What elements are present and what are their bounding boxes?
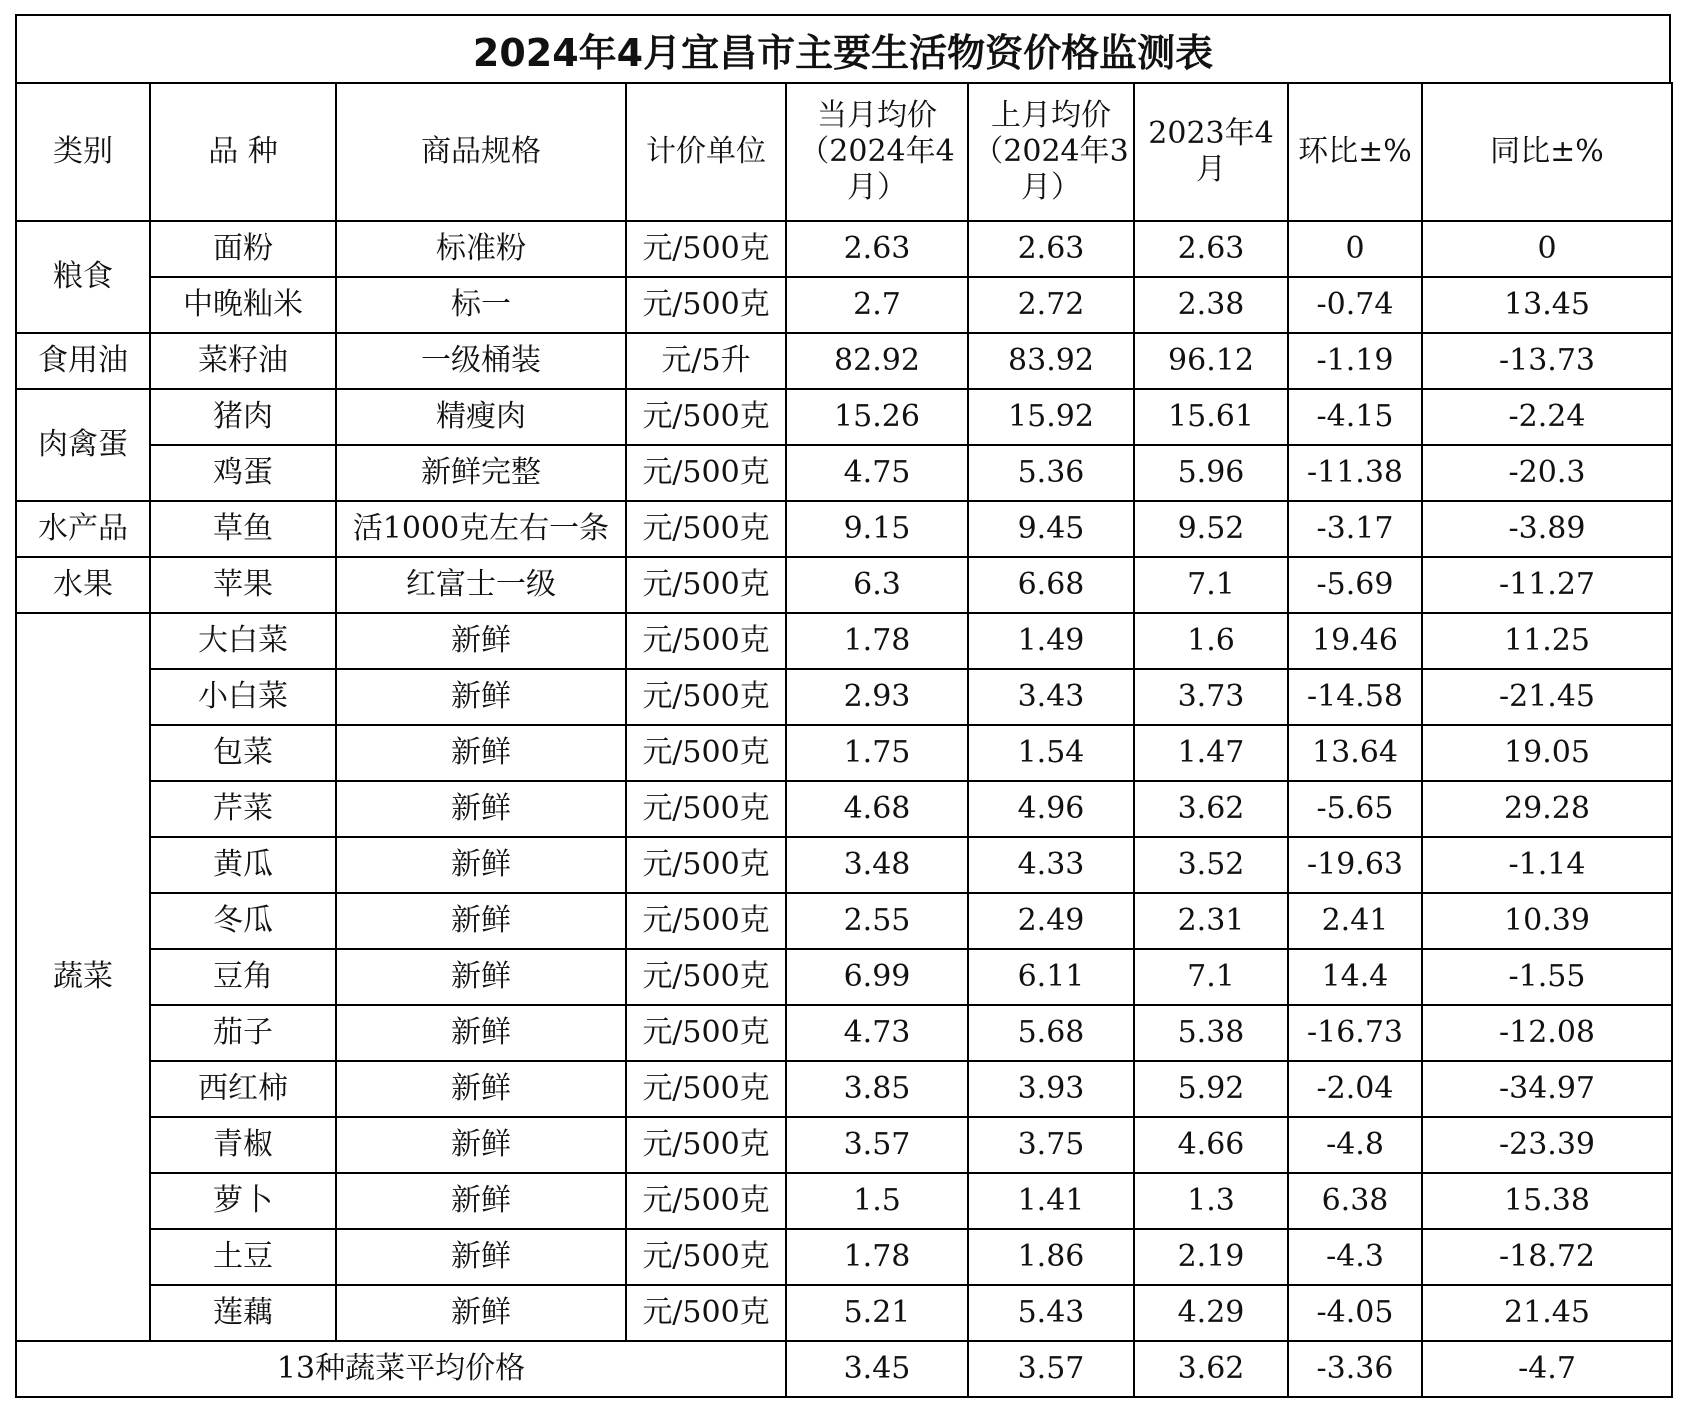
last-year-price-cell: 4.29 [1134,1285,1288,1341]
previous-price-cell: 5.36 [968,445,1134,501]
spec-cell: 标一 [336,277,626,333]
spec-cell: 新鲜 [336,1229,626,1285]
mom-cell: 14.4 [1288,949,1422,1005]
yoy-cell: -1.55 [1422,949,1672,1005]
summary-mom: -3.36 [1288,1341,1422,1397]
variety-cell: 茄子 [150,1005,336,1061]
yoy-cell: -12.08 [1422,1005,1672,1061]
current-price-cell: 5.21 [786,1285,968,1341]
previous-price-cell: 5.43 [968,1285,1134,1341]
current-price-cell: 1.78 [786,1229,968,1285]
spec-cell: 新鲜 [336,1005,626,1061]
table-row [16,669,1672,725]
variety-cell: 面粉 [150,221,336,277]
spec-cell: 标准粉 [336,221,626,277]
last-year-price-cell: 5.92 [1134,1061,1288,1117]
last-year-price-cell: 1.47 [1134,725,1288,781]
yoy-cell: -3.89 [1422,501,1672,557]
table-row [16,1229,1672,1285]
unit-cell: 元/500克 [626,949,786,1005]
unit-cell: 元/5升 [626,333,786,389]
yoy-cell: -11.27 [1422,557,1672,613]
previous-price-cell: 2.49 [968,893,1134,949]
current-price-cell: 15.26 [786,389,968,445]
previous-price-cell: 5.68 [968,1005,1134,1061]
current-price-cell: 2.55 [786,893,968,949]
current-price-cell: 4.73 [786,1005,968,1061]
yoy-cell: -1.14 [1422,837,1672,893]
mom-cell: -5.65 [1288,781,1422,837]
mom-cell: -1.19 [1288,333,1422,389]
variety-cell: 西红柿 [150,1061,336,1117]
yoy-cell: -20.3 [1422,445,1672,501]
table-row [16,277,1672,333]
previous-price-cell: 2.72 [968,277,1134,333]
variety-cell: 鸡蛋 [150,445,336,501]
mom-cell: -2.04 [1288,1061,1422,1117]
variety-cell: 菜籽油 [150,333,336,389]
variety-cell: 土豆 [150,1229,336,1285]
category-cell: 食用油 [16,333,150,389]
last-year-price-cell: 2.19 [1134,1229,1288,1285]
previous-price-cell: 2.63 [968,221,1134,277]
last-year-price-cell: 2.63 [1134,221,1288,277]
table-row [16,893,1672,949]
spec-cell: 活1000克左右一条 [336,501,626,557]
current-price-cell: 4.75 [786,445,968,501]
yoy-cell: -34.97 [1422,1061,1672,1117]
yoy-cell: -23.39 [1422,1117,1672,1173]
category-cell: 水果 [16,557,150,613]
spec-cell: 新鲜 [336,837,626,893]
variety-cell: 豆角 [150,949,336,1005]
previous-price-cell: 1.54 [968,725,1134,781]
current-price-cell: 2.7 [786,277,968,333]
table-row [16,221,1672,277]
header-mom: 环比±% [1288,83,1422,221]
table-row [16,781,1672,837]
last-year-price-cell: 3.62 [1134,781,1288,837]
current-price-cell: 1.5 [786,1173,968,1229]
last-year-price-cell: 5.96 [1134,445,1288,501]
mom-cell: -4.8 [1288,1117,1422,1173]
spec-cell: 新鲜 [336,781,626,837]
current-price-cell: 6.3 [786,557,968,613]
last-year-price-cell: 2.31 [1134,893,1288,949]
previous-price-cell: 9.45 [968,501,1134,557]
current-price-cell: 1.78 [786,613,968,669]
unit-cell: 元/500克 [626,781,786,837]
summary-last-year: 3.62 [1134,1341,1288,1397]
previous-price-cell: 15.92 [968,389,1134,445]
spec-cell: 新鲜 [336,613,626,669]
previous-price-cell: 4.96 [968,781,1134,837]
yoy-cell: 21.45 [1422,1285,1672,1341]
previous-price-cell: 3.43 [968,669,1134,725]
page-title: 2024年4月宜昌市主要生活物资价格监测表 [472,30,1214,75]
header-variety: 品 种 [150,83,336,221]
previous-price-cell: 1.86 [968,1229,1134,1285]
yoy-cell: -13.73 [1422,333,1672,389]
current-price-cell: 82.92 [786,333,968,389]
current-price-cell: 2.63 [786,221,968,277]
spec-cell: 新鲜完整 [336,445,626,501]
previous-price-cell: 83.92 [968,333,1134,389]
unit-cell: 元/500克 [626,893,786,949]
last-year-price-cell: 7.1 [1134,949,1288,1005]
mom-cell: 2.41 [1288,893,1422,949]
mom-cell: -16.73 [1288,1005,1422,1061]
yoy-cell: 15.38 [1422,1173,1672,1229]
table-row [16,1005,1672,1061]
mom-cell: -19.63 [1288,837,1422,893]
unit-cell: 元/500克 [626,1173,786,1229]
current-price-cell: 9.15 [786,501,968,557]
table-row [16,1061,1672,1117]
yoy-cell: 29.28 [1422,781,1672,837]
table-row [16,557,1672,613]
summary-row [16,1341,1672,1397]
category-cell: 肉禽蛋 [16,389,150,501]
last-year-price-cell: 1.3 [1134,1173,1288,1229]
variety-cell: 草鱼 [150,501,336,557]
unit-cell: 元/500克 [626,613,786,669]
header-unit: 计价单位 [626,83,786,221]
variety-cell: 莲藕 [150,1285,336,1341]
last-year-price-cell: 5.38 [1134,1005,1288,1061]
variety-cell: 芹菜 [150,781,336,837]
unit-cell: 元/500克 [626,277,786,333]
mom-cell: -4.15 [1288,389,1422,445]
mom-cell: -14.58 [1288,669,1422,725]
current-price-cell: 6.99 [786,949,968,1005]
unit-cell: 元/500克 [626,389,786,445]
current-price-cell: 4.68 [786,781,968,837]
variety-cell: 小白菜 [150,669,336,725]
last-year-price-cell: 3.52 [1134,837,1288,893]
variety-cell: 苹果 [150,557,336,613]
mom-cell: -3.17 [1288,501,1422,557]
previous-price-cell: 6.11 [968,949,1134,1005]
title-cell [15,14,1671,82]
variety-cell: 冬瓜 [150,893,336,949]
variety-cell: 青椒 [150,1117,336,1173]
spec-cell: 新鲜 [336,949,626,1005]
table-row [16,333,1672,389]
last-year-price-cell: 96.12 [1134,333,1288,389]
header-current: 当月均价（2024年4月） [786,83,968,221]
unit-cell: 元/500克 [626,1229,786,1285]
price-table [15,82,1673,1398]
previous-price-cell: 3.75 [968,1117,1134,1173]
summary-label: 13种蔬菜平均价格 [16,1341,786,1397]
current-price-cell: 1.75 [786,725,968,781]
unit-cell: 元/500克 [626,837,786,893]
current-price-cell: 2.93 [786,669,968,725]
previous-price-cell: 1.49 [968,613,1134,669]
last-year-price-cell: 1.6 [1134,613,1288,669]
table-row [16,501,1672,557]
variety-cell: 猪肉 [150,389,336,445]
unit-cell: 元/500克 [626,557,786,613]
spec-cell: 新鲜 [336,893,626,949]
yoy-cell: 11.25 [1422,613,1672,669]
unit-cell: 元/500克 [626,1285,786,1341]
mom-cell: 0 [1288,221,1422,277]
last-year-price-cell: 15.61 [1134,389,1288,445]
current-price-cell: 3.48 [786,837,968,893]
table-row [16,613,1672,669]
mom-cell: 13.64 [1288,725,1422,781]
spec-cell: 红富士一级 [336,557,626,613]
spec-cell: 新鲜 [336,1173,626,1229]
summary-previous: 3.57 [968,1341,1134,1397]
spec-cell: 新鲜 [336,1117,626,1173]
last-year-price-cell: 4.66 [1134,1117,1288,1173]
variety-cell: 中晚籼米 [150,277,336,333]
variety-cell: 萝卜 [150,1173,336,1229]
table-row [16,837,1672,893]
variety-cell: 大白菜 [150,613,336,669]
last-year-price-cell: 7.1 [1134,557,1288,613]
spec-cell: 精瘦肉 [336,389,626,445]
header-yoy: 同比±% [1422,83,1672,221]
table-row [16,445,1672,501]
yoy-cell: 19.05 [1422,725,1672,781]
table-row [16,1173,1672,1229]
variety-cell: 黄瓜 [150,837,336,893]
yoy-cell: 10.39 [1422,893,1672,949]
header-category: 类别 [16,83,150,221]
summary-current: 3.45 [786,1341,968,1397]
category-cell: 蔬菜 [16,613,150,1341]
mom-cell: -5.69 [1288,557,1422,613]
previous-price-cell: 1.41 [968,1173,1134,1229]
header-row [16,83,1672,221]
unit-cell: 元/500克 [626,725,786,781]
mom-cell: -0.74 [1288,277,1422,333]
table-row [16,1117,1672,1173]
spec-cell: 新鲜 [336,725,626,781]
unit-cell: 元/500克 [626,669,786,725]
table-row [16,389,1672,445]
header-spec: 商品规格 [336,83,626,221]
yoy-cell: 0 [1422,221,1672,277]
table-row [16,949,1672,1005]
current-price-cell: 3.85 [786,1061,968,1117]
category-cell: 粮食 [16,221,150,333]
mom-cell: -4.3 [1288,1229,1422,1285]
table-row [16,725,1672,781]
yoy-cell: -21.45 [1422,669,1672,725]
unit-cell: 元/500克 [626,1061,786,1117]
last-year-price-cell: 3.73 [1134,669,1288,725]
unit-cell: 元/500克 [626,501,786,557]
table-row [16,1285,1672,1341]
yoy-cell: 13.45 [1422,277,1672,333]
unit-cell: 元/500克 [626,221,786,277]
spec-cell: 新鲜 [336,669,626,725]
previous-price-cell: 3.93 [968,1061,1134,1117]
mom-cell: 19.46 [1288,613,1422,669]
spec-cell: 新鲜 [336,1061,626,1117]
spec-cell: 一级桶装 [336,333,626,389]
header-last-year: 2023年4月 [1134,83,1288,221]
previous-price-cell: 4.33 [968,837,1134,893]
mom-cell: -4.05 [1288,1285,1422,1341]
previous-price-cell: 6.68 [968,557,1134,613]
variety-cell: 包菜 [150,725,336,781]
unit-cell: 元/500克 [626,445,786,501]
spec-cell: 新鲜 [336,1285,626,1341]
mom-cell: -11.38 [1288,445,1422,501]
header-previous: 上月均价（2024年3月） [968,83,1134,221]
unit-cell: 元/500克 [626,1005,786,1061]
last-year-price-cell: 9.52 [1134,501,1288,557]
yoy-cell: -2.24 [1422,389,1672,445]
mom-cell: 6.38 [1288,1173,1422,1229]
current-price-cell: 3.57 [786,1117,968,1173]
unit-cell: 元/500克 [626,1117,786,1173]
category-cell: 水产品 [16,501,150,557]
yoy-cell: -18.72 [1422,1229,1672,1285]
last-year-price-cell: 2.38 [1134,277,1288,333]
summary-yoy: -4.7 [1422,1341,1672,1397]
